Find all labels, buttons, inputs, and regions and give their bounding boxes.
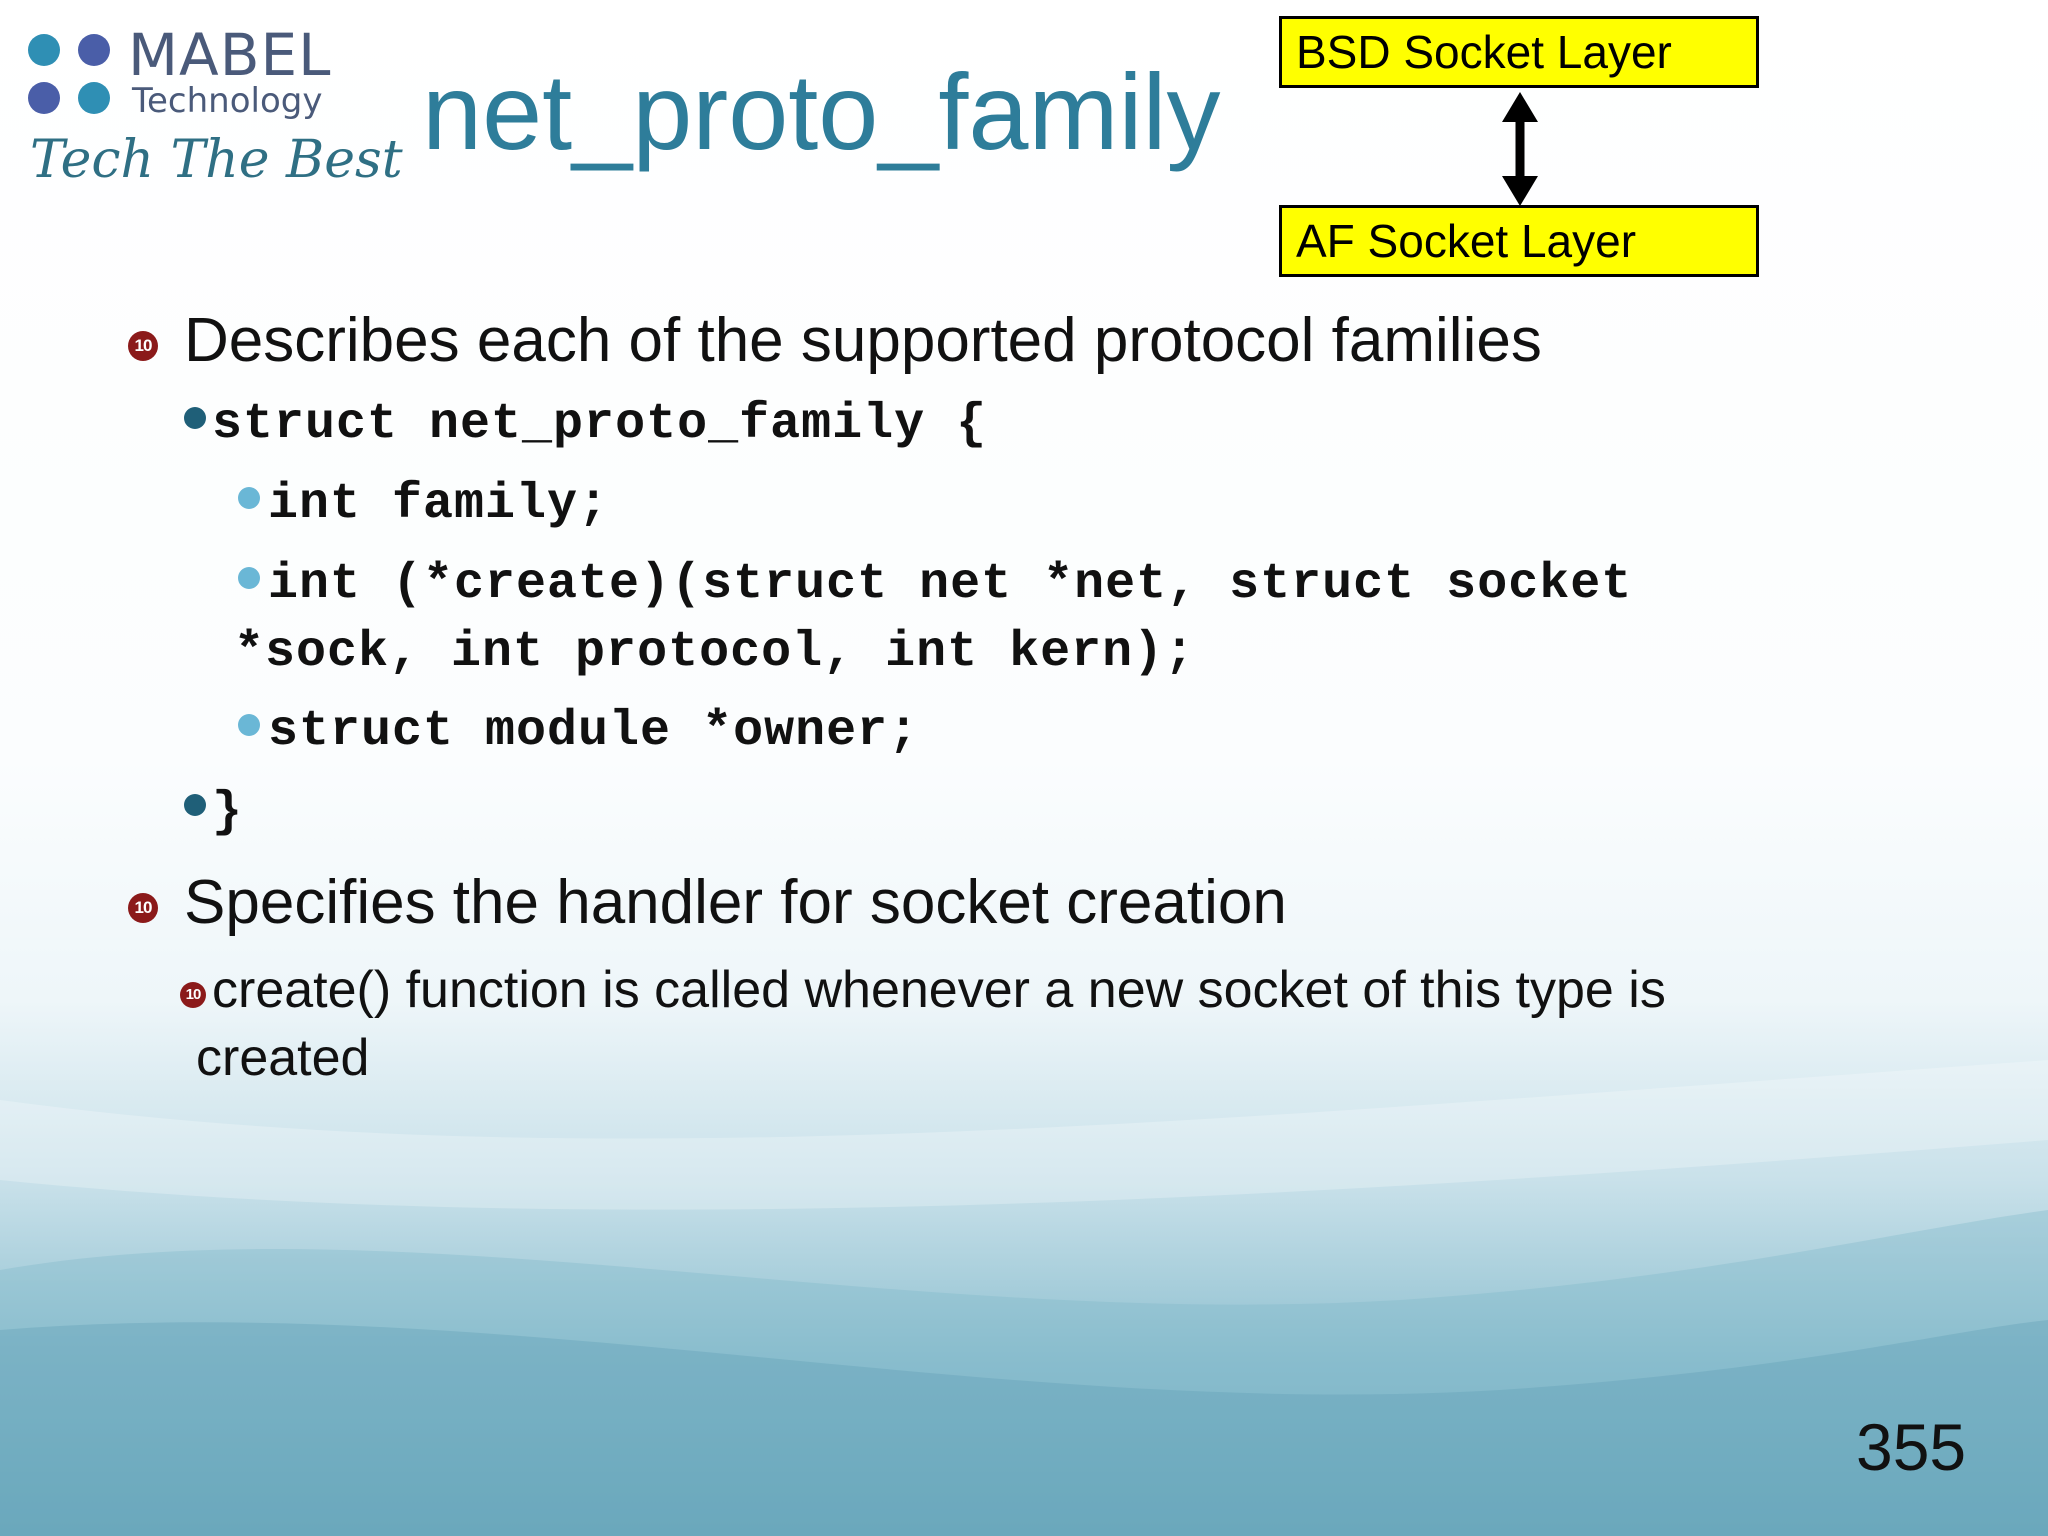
bullet-dot-icon — [184, 407, 206, 429]
bullet-dot-icon — [238, 714, 260, 736]
bullet-specifies: Specifies the handler for socket creation — [184, 868, 1287, 937]
numbered-bullet-icon: 10 — [180, 982, 206, 1008]
numbered-bullet-icon: 10 — [128, 893, 158, 923]
bullet-dot-icon — [238, 487, 260, 509]
code-field-owner: struct module *owner; — [268, 703, 920, 760]
slide-title: net_proto_family — [422, 51, 1221, 172]
af-socket-layer-box: AF Socket Layer — [1279, 205, 1759, 277]
numbered-bullet-icon: 10 — [128, 331, 158, 361]
code-struct-close: } — [212, 784, 244, 841]
page-number: 355 — [1856, 1410, 1967, 1484]
bullet-dot-icon — [184, 794, 206, 816]
sub-bullet-create-line1: create() function is called whenever a new socket of this type is — [212, 961, 1666, 1019]
sub-bullet-create-line2: created — [196, 1029, 370, 1087]
bullet-describes: Describes each of the supported protocol families — [184, 306, 1542, 375]
code-field-family: int family; — [268, 476, 610, 533]
bsd-socket-layer-box: BSD Socket Layer — [1279, 16, 1759, 88]
code-field-create-line1: int (*create)(struct net *net, struct socket — [268, 556, 1633, 613]
logo-tagline: Tech The Best — [30, 130, 403, 190]
logo-subtitle: Technology — [132, 81, 323, 121]
bullet-dot-icon — [238, 567, 260, 589]
code-field-create-line2: *sock, int protocol, int kern); — [234, 624, 1196, 681]
code-struct-open: struct net_proto_family { — [212, 396, 988, 453]
logo-name: MABEL — [128, 21, 332, 89]
